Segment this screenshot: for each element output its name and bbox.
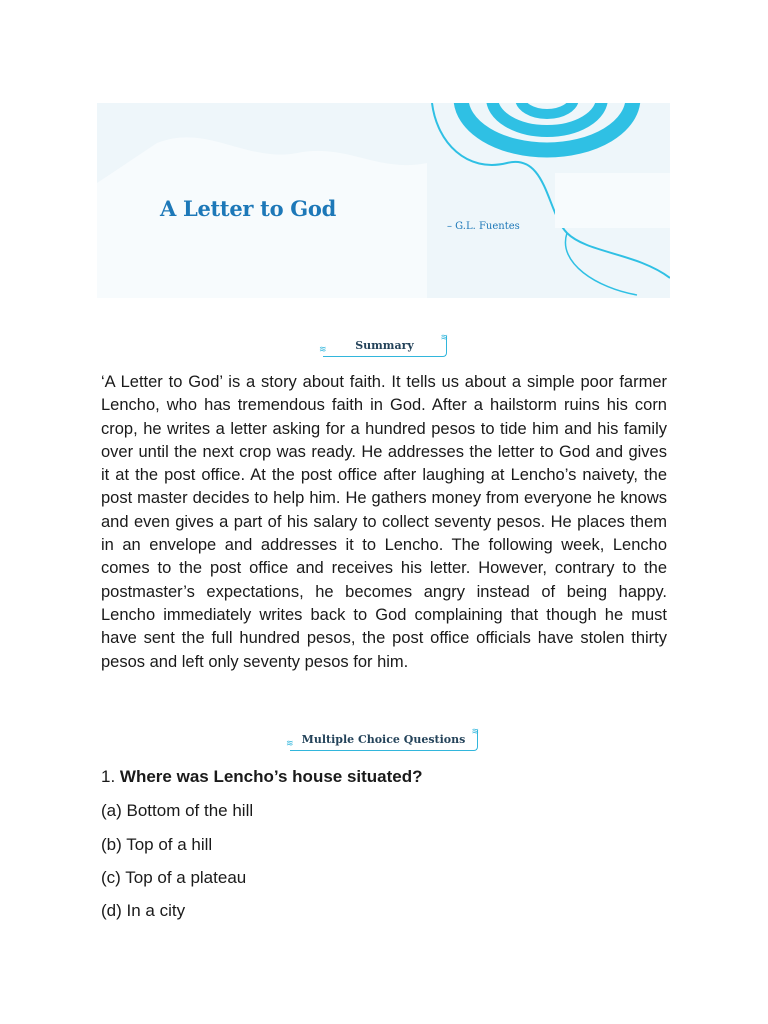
mcq-label: Multiple Choice Questions	[301, 733, 466, 746]
wave-icon: ≋	[319, 345, 327, 355]
option-a: (a) Bottom of the hill	[101, 801, 254, 820]
question-text: Where was Lencho’s house situated?	[119, 767, 423, 786]
question-1	[101, 767, 423, 787]
wave-icon: ≋	[471, 727, 479, 737]
question-number: 1.	[101, 767, 116, 786]
mcq-tag	[286, 727, 479, 751]
summary-label: Summary	[355, 339, 414, 352]
option-b: (b) Top of a hill	[101, 835, 213, 854]
summary-tag	[319, 333, 448, 357]
wave-icon: ≋	[286, 739, 294, 749]
story-title: A Letter to God	[160, 196, 337, 221]
wave-icon: ≋	[440, 333, 448, 343]
option-c: (c) Top of a plateau	[101, 868, 247, 887]
author-name: – G.L. Fuentes	[447, 221, 520, 232]
summary-paragraph: ‘A Letter to God’ is a story about faith. It tells us about a simple poor farmer Lencho, who has tremendous faith in God. After a hailstorm ruins his corn crop, he writes a letter asking for a hundred pesos to tide him and his family over until the next crop was ready. He addresses the letter to God and gives it at the post office. At the post office after laughing at Lencho’s naivety, the post master decides to help him. He gathers money from everyone he knows and even gives a part of his salary to collect seventy pesos. He places them in an envelope and addresses it to Lencho. The following week, Lencho comes to the post office and receives his letter. However, contrary to the postmaster’s expectations, he becomes angry instead of being happy. Lencho immediately writes back to God complaining that though he must have sent the full hundred pesos, the post office officials have stolen thirty pesos and left only seventy pesos for him.	[101, 373, 667, 671]
option-d: (d) In a city	[101, 901, 186, 920]
